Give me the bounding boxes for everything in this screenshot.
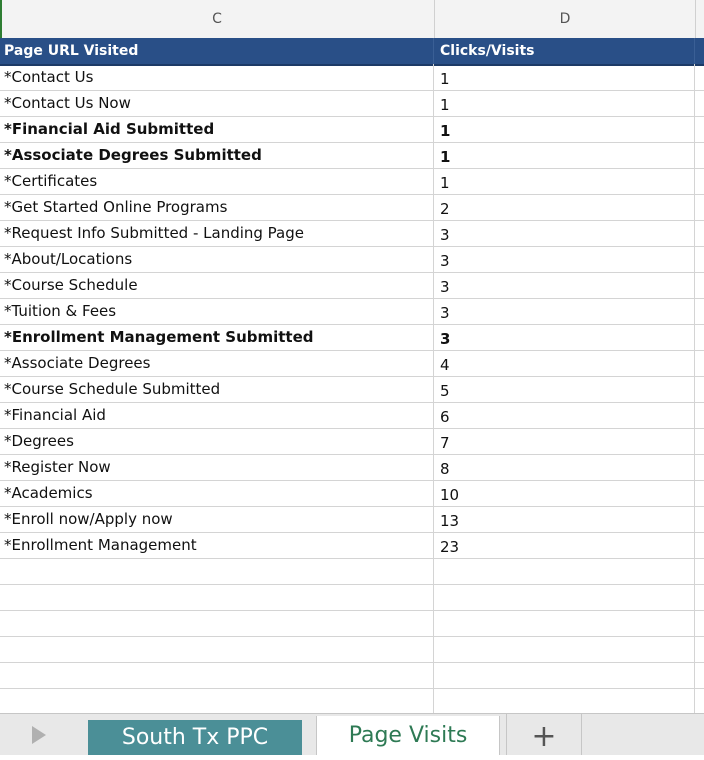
empty-cell[interactable] xyxy=(0,558,434,584)
cell-page-url[interactable]: *Academics xyxy=(0,480,434,506)
sheet-nav xyxy=(0,714,74,755)
cell-page-url[interactable]: *Associate Degrees xyxy=(0,350,434,376)
cell-clicks[interactable]: 3 xyxy=(435,298,695,324)
column-header-c[interactable]: C xyxy=(0,0,435,38)
tab-page-visits[interactable]: Page Visits xyxy=(316,716,500,755)
empty-row xyxy=(0,636,704,663)
cell-clicks[interactable]: 10 xyxy=(435,480,695,506)
table-row xyxy=(0,272,704,299)
empty-cell[interactable] xyxy=(435,610,695,636)
cell-clicks[interactable]: 3 xyxy=(435,272,695,298)
cell-clicks[interactable]: 3 xyxy=(435,220,695,246)
table-row xyxy=(0,298,704,325)
empty-row xyxy=(0,688,704,715)
cell-page-url[interactable]: *Enroll now/Apply now xyxy=(0,506,434,532)
empty-cell[interactable] xyxy=(435,636,695,662)
cell-clicks[interactable]: 4 xyxy=(435,350,695,376)
table-header-row xyxy=(0,38,704,66)
cell-page-url[interactable]: *Request Info Submitted - Landing Page xyxy=(0,220,434,246)
table-row xyxy=(0,532,704,559)
cell-clicks[interactable]: 1 xyxy=(435,142,695,168)
table-row xyxy=(0,194,704,221)
cell-page-url[interactable]: *Degrees xyxy=(0,428,434,454)
cell-clicks[interactable]: 3 xyxy=(435,324,695,350)
cell-page-url[interactable]: *Financial Aid xyxy=(0,402,434,428)
empty-row xyxy=(0,558,704,585)
cell-page-url[interactable]: *Contact Us xyxy=(0,64,434,90)
empty-cell[interactable] xyxy=(0,610,434,636)
cell-clicks[interactable]: 1 xyxy=(435,116,695,142)
table-row xyxy=(0,142,704,169)
cell-clicks[interactable]: 6 xyxy=(435,402,695,428)
cell-page-url[interactable]: *Certificates xyxy=(0,168,434,194)
table-row xyxy=(0,506,704,533)
table-row xyxy=(0,402,704,429)
empty-cell[interactable] xyxy=(435,688,695,714)
cell-page-url[interactable]: *Contact Us Now xyxy=(0,90,434,116)
cell-clicks[interactable]: 1 xyxy=(435,90,695,116)
empty-cell[interactable] xyxy=(0,662,434,688)
table-row xyxy=(0,246,704,273)
table-row xyxy=(0,376,704,403)
cell-clicks[interactable]: 8 xyxy=(435,454,695,480)
cell-clicks[interactable]: 13 xyxy=(435,506,695,532)
sheet-tab-bar xyxy=(0,713,704,755)
cell-page-url[interactable]: *Financial Aid Submitted xyxy=(0,116,434,142)
cell-page-url[interactable]: *Get Started Online Programs xyxy=(0,194,434,220)
empty-cell[interactable] xyxy=(0,584,434,610)
table-row xyxy=(0,220,704,247)
empty-row xyxy=(0,662,704,689)
cell-page-url[interactable]: *Register Now xyxy=(0,454,434,480)
table-row xyxy=(0,350,704,377)
cell-page-url[interactable]: *Enrollment Management Submitted xyxy=(0,324,434,350)
header-clicks-visits[interactable]: Clicks/Visits xyxy=(435,38,695,64)
cell-clicks[interactable]: 1 xyxy=(435,168,695,194)
cell-clicks[interactable]: 23 xyxy=(435,532,695,558)
empty-cell[interactable] xyxy=(435,662,695,688)
cell-clicks[interactable]: 7 xyxy=(435,428,695,454)
tab-south-tx-ppc[interactable]: South Tx PPC xyxy=(88,720,302,755)
table-row xyxy=(0,480,704,507)
header-page-url[interactable]: Page URL Visited xyxy=(0,38,434,64)
cell-clicks[interactable]: 2 xyxy=(435,194,695,220)
table-row xyxy=(0,64,704,91)
cell-page-url[interactable]: *Course Schedule xyxy=(0,272,434,298)
table-row xyxy=(0,168,704,195)
cell-clicks[interactable]: 1 xyxy=(435,64,695,90)
empty-row xyxy=(0,584,704,611)
table-row xyxy=(0,90,704,117)
empty-cell[interactable] xyxy=(435,584,695,610)
cell-page-url[interactable]: *Tuition & Fees xyxy=(0,298,434,324)
table-row xyxy=(0,116,704,143)
cell-clicks[interactable]: 3 xyxy=(435,246,695,272)
table-row xyxy=(0,428,704,455)
empty-cell[interactable] xyxy=(435,558,695,584)
table-row xyxy=(0,454,704,481)
cell-page-url[interactable]: *Course Schedule Submitted xyxy=(0,376,434,402)
table-row xyxy=(0,324,704,351)
empty-cell[interactable] xyxy=(0,636,434,662)
empty-row xyxy=(0,610,704,637)
add-sheet-button[interactable]: + xyxy=(506,714,582,755)
next-sheet-arrow-icon[interactable] xyxy=(32,726,46,744)
cell-page-url[interactable]: *Associate Degrees Submitted xyxy=(0,142,434,168)
cell-page-url[interactable]: *About/Locations xyxy=(0,246,434,272)
column-header-d[interactable]: D xyxy=(435,0,696,38)
cell-clicks[interactable]: 5 xyxy=(435,376,695,402)
cell-page-url[interactable]: *Enrollment Management xyxy=(0,532,434,558)
empty-cell[interactable] xyxy=(0,688,434,714)
column-header-bar xyxy=(0,0,704,39)
